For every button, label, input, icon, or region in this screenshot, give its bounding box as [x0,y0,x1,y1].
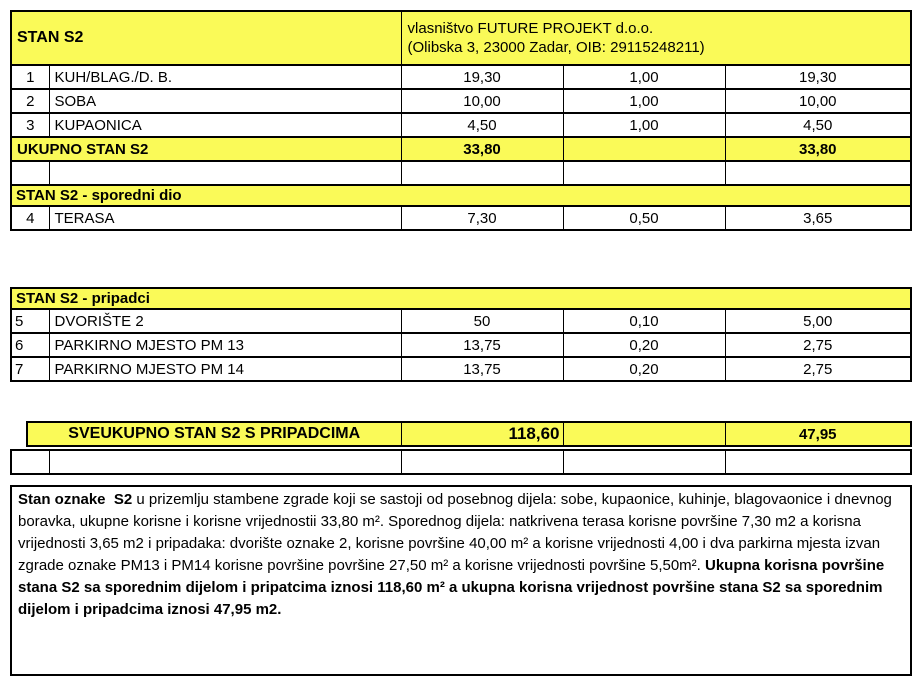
computed-value: 4,50 [725,113,911,137]
table-row [11,89,911,113]
computed-value: 10,00 [725,89,911,113]
row-number: 1 [11,65,49,89]
item-name: PARKIRNO MJESTO PM 13 [49,333,401,357]
coefficient-value: 1,00 [563,65,725,89]
description-bold-summary: Ukupna korisna površine stana S2 sa sporednim dijelom i pripatcima iznosi 118,60 m² a ukupna korisna vrijednost površine stana S2 sa sporednim dijelom i pripadcima iznosi 47,95 m2. [18,557,889,618]
area-value: 4,50 [401,113,563,137]
secondary-section-label: STAN S2 - sporedni dio [11,185,911,206]
computed-value: 19,30 [725,65,911,89]
coefficient-value: 1,00 [563,89,725,113]
ownership-line1: vlasništvo FUTURE PROJEKT d.o.o. [407,19,654,37]
coefficient-value: 0,20 [563,357,725,381]
empty-cell [725,450,911,474]
subtotal-coefficient [563,137,725,161]
empty-cell [401,161,563,185]
appurtenances-table [10,287,912,382]
apartment-title: STAN S2 [11,11,401,65]
subtotal-label: UKUPNO STAN S2 [11,137,401,161]
empty-cell [11,450,49,474]
grand-total-value: 47,95 [725,422,911,446]
table-row [11,65,911,89]
table-row [11,333,911,357]
grand-total-area: 118,60 [401,422,563,446]
room-name: SOBA [49,89,401,113]
section-header-row [11,288,911,309]
subtotal-row [11,137,911,161]
grand-total-row [27,422,911,446]
ownership-line2: (Olibska 3, 23000 Zadar, OIB: 29115248211) [407,39,705,56]
grand-total-table [26,421,912,447]
area-value: 7,30 [401,206,563,230]
row-number: 4 [11,206,49,230]
room-name: KUH/BLAG./D. B. [49,65,401,89]
empty-cell [563,161,725,185]
coefficient-value: 0,10 [563,309,725,333]
spacer-row [11,450,911,474]
row-number: 6 [11,333,49,357]
computed-value: 5,00 [725,309,911,333]
room-name: KUPAONICA [49,113,401,137]
empty-cell [49,161,401,185]
subtotal-value: 33,80 [725,137,911,161]
coefficient-value: 0,20 [563,333,725,357]
grand-total-label: SVEUKUPNO STAN S2 S PRIPADCIMA [27,422,401,446]
computed-value: 3,65 [725,206,911,230]
area-value: 19,30 [401,65,563,89]
table-row [11,113,911,137]
spacer-row [11,161,911,185]
description-box [10,485,912,676]
room-name: TERASA [49,206,401,230]
grand-total-coefficient [563,422,725,446]
main-table [10,10,912,231]
row-number: 7 [11,357,49,381]
item-name: DVORIŠTE 2 [49,309,401,333]
coefficient-value: 1,00 [563,113,725,137]
empty-cell [725,161,911,185]
section-header-row [11,185,911,206]
area-value: 50 [401,309,563,333]
table-header-row [11,11,911,65]
empty-cell [49,450,401,474]
empty-cell [563,450,725,474]
empty-cell [401,450,563,474]
table-row [11,309,911,333]
appurtenances-section-label: STAN S2 - pripadci [11,288,911,309]
computed-value: 2,75 [725,333,911,357]
description-body: u prizemlju stambene zgrade koji se sastoji od posebnog dijela: sobe, kupaonice, kuhinje, blagovaonice i dnevnog boravka, ukupne korisne i korisne vrijednostii 33,80 m². Sporednog dijela: natkrivena terasa korisne površine 7,30 m2 a korisna vrijednosti 3,65 m2 i pripadaka: dvorište oznake 2, korisne površine 40,00 m² a korisne vrijednosti 4,00 i dva parkirna mjesta izvan zgrade oznake PM13 i PM14 korisne površine površine 27,50 m² a korisne vrijednosti površine 5,50m². [18,491,897,574]
ownership-cell [401,11,911,65]
blank-row-table [10,449,912,475]
area-value: 10,00 [401,89,563,113]
coefficient-value: 0,50 [563,206,725,230]
area-value: 13,75 [401,333,563,357]
row-number: 2 [11,89,49,113]
table-row [11,357,911,381]
subtotal-area: 33,80 [401,137,563,161]
table-row [11,206,911,230]
row-number: 5 [11,309,49,333]
description-bold-intro: Stan oznake S2 [18,491,133,508]
computed-value: 2,75 [725,357,911,381]
area-value: 13,75 [401,357,563,381]
item-name: PARKIRNO MJESTO PM 14 [49,357,401,381]
empty-cell [11,161,49,185]
row-number: 3 [11,113,49,137]
